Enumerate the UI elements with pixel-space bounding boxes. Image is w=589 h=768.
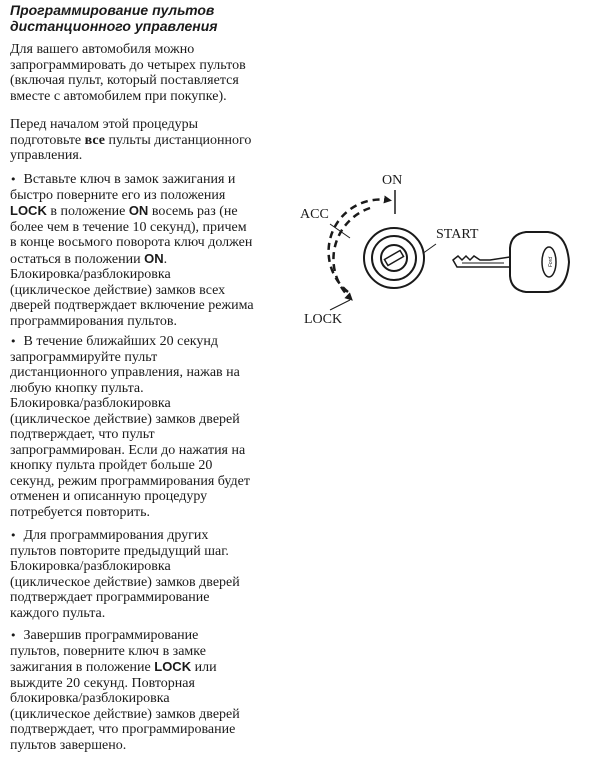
step-4-line: выждите 20 секунд. Повторная (10, 675, 195, 691)
step-2-line: дистанционного управления, нажав на (10, 365, 240, 380)
step-2-line: потребуется повторить. (10, 504, 151, 520)
step-1-line (10, 203, 290, 220)
step-1-line: более чем в течение 10 секунд), причем (10, 219, 247, 235)
step-4-line: блокировка/разблокировка (10, 691, 170, 706)
ignition-cylinder-icon (364, 228, 424, 288)
preparation-paragraph (10, 117, 290, 164)
step-2-line: секунд, режим программирования будет (10, 473, 250, 489)
step-1-paragraph (10, 172, 290, 329)
step-1-line: программирования пультов. (10, 313, 177, 329)
step-3-line: пультов повторите предыдущий шаг. (10, 543, 229, 559)
step-3-line: (циклическое действие) замков дверей (10, 574, 240, 590)
step-4-text: зажигания в положение (10, 660, 155, 675)
lock-pointer-line (330, 300, 350, 310)
step-4-line (10, 628, 290, 644)
step-3-line: каждого пульта. (10, 605, 106, 621)
section-title-line-2: дистанционного управления (10, 18, 218, 34)
step-1-text: Вставьте ключ в замок зажигания и (23, 172, 236, 187)
prep-line: управления. (10, 148, 83, 163)
step-3-text: Для программирования других (23, 528, 209, 543)
step-3-paragraph (10, 528, 290, 621)
step-2-paragraph (10, 334, 290, 520)
step-2-line: запрограммирован. Если до нажатия на (10, 442, 246, 458)
step-2-line: кнопку пульта пройдет больше 20 (10, 458, 213, 473)
prep-text: подготовьте (10, 132, 85, 148)
step-4-text: или (191, 660, 217, 675)
section-title (10, 2, 310, 34)
step-2-line: Блокировка/разблокировка (10, 396, 171, 411)
label-lock: LOCK (304, 312, 343, 327)
prep-line (10, 133, 290, 149)
step-1-text: восемь раз (не (148, 204, 238, 219)
step-1-text: остаться в положении (10, 251, 145, 267)
prep-emphasis: все (84, 132, 105, 148)
intro-line: вместе с автомобилем при покупке). (10, 88, 227, 104)
step-1-line: дверей подтверждает включение режима (10, 298, 254, 313)
intro-line: запрограммировать до четырех пультов (10, 57, 246, 73)
step-4-line: пультов завершено. (10, 737, 127, 753)
step-1-line: (циклическое действие) замков всех (10, 282, 226, 298)
step-3-line: подтверждает программирование (10, 590, 210, 605)
step-2-line: запрограммируйте пульт (10, 349, 158, 365)
bullet: • (10, 529, 17, 542)
intro-line: (включая пульт, который поставляется (10, 73, 239, 88)
step-1-text: . (163, 251, 168, 267)
step-1-line: в конце восьмого поворота ключ должен (10, 235, 253, 250)
step-2-line: любую кнопку пульта. (10, 380, 144, 396)
bullet: • (10, 173, 17, 186)
step-4-line: подтверждает, что программирование (10, 722, 236, 737)
bullet: • (10, 629, 17, 642)
step-2-line (10, 334, 290, 350)
label-start: START (436, 227, 479, 242)
step-3-line: Блокировка/разблокировка (10, 559, 171, 574)
intro-paragraph (10, 42, 290, 104)
intro-line: Для вашего автомобиля можно (10, 42, 195, 57)
keyword-on: ON (144, 250, 164, 266)
label-on: ON (382, 173, 403, 188)
step-2-line: отменен и описанную процедуру (10, 489, 208, 504)
step-4-line: пультов, поверните ключ в замке (10, 643, 206, 659)
step-4-line: (циклическое действие) замков дверей (10, 706, 240, 722)
step-1-line (10, 172, 290, 188)
step-1-line (10, 251, 290, 268)
step-2-text: В течение ближайших 20 секунд (23, 334, 218, 349)
step-1-text: в положение (46, 204, 129, 219)
prep-line: Перед началом этой процедуры (10, 117, 199, 132)
step-2-line: (циклическое действие) замков дверей (10, 411, 240, 427)
bullet: • (10, 335, 17, 348)
step-4-line (10, 659, 290, 676)
step-1-line: Блокировка/разблокировка (10, 267, 171, 282)
step-3-line (10, 528, 290, 544)
step-2-line: подтверждает, что пульт (10, 427, 155, 442)
section-title-line-1: Программирование пультов (10, 2, 215, 18)
step-1-line: быстро поверните его из положения (10, 187, 226, 203)
ford-logo-text: Ford (548, 256, 554, 268)
keyword-lock: LOCK (10, 203, 47, 218)
step-4-paragraph (10, 628, 290, 753)
prep-text: пульты дистанционного (105, 132, 252, 148)
label-acc: ACC (300, 207, 329, 222)
ignition-positions-diagram (290, 160, 585, 340)
step-4-text: Завершив программирование (23, 628, 199, 643)
keyword-lock: LOCK (154, 659, 192, 674)
keyword-on: ON (128, 203, 149, 218)
